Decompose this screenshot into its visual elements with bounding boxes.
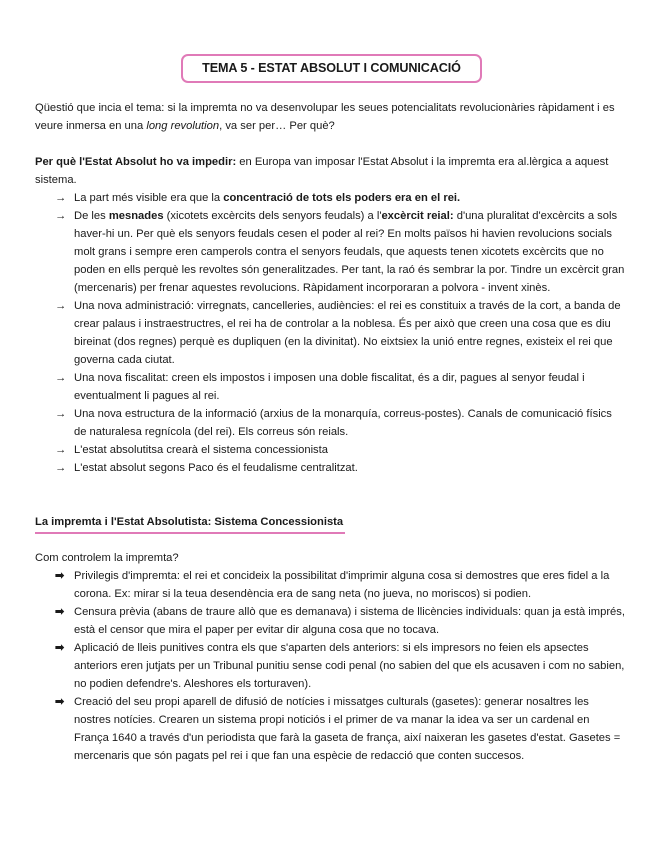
section-heading: La impremta i l'Estat Absolutista: Sistema Concessionista — [35, 516, 344, 528]
arrow-right-icon: ➡ — [55, 642, 65, 654]
item-bold: excèrcit reial: — [381, 210, 454, 222]
item-text: Privilegis d'impremta: el rei et concideix la possibilitat d'imprimir alguna cosa si demostres que eres fidel a la corona. Ex: mirar si la teua desendència era de sang neta (no jueva, no moriscos) si podien. — [74, 570, 610, 600]
arrow-right-icon: ➡ — [55, 570, 65, 582]
item-text: Censura prèvia (abans de traure allò que es demanava) i sistema de llicències individuals: quan ja està imprés, està el censor que mira el paper per evitar dir alguna cosa que no tocava. — [74, 606, 625, 636]
item-text: Una nova fiscalitat: creen els impostos i imposen una doble fiscalitat, és a dir, pagues al senyor feudal i eventualment li pagues al rei. — [74, 372, 585, 402]
arrow-icon: → — [55, 408, 67, 420]
list-item — [55, 603, 627, 639]
arrow-icon: → — [55, 444, 67, 456]
page-title: TEMA 5 - ESTAT ABSOLUT I COMUNICACIÓ — [181, 54, 482, 83]
item-text: Una nova administració: virregnats, cancelleries, audiències: el rei es constituix a través de la cort, a banda de crear palaus i instraestructres, el rei ha de controlar a la noblesa. És per això que creen una cosa que es diu bireinat (dos regnes) perquè es dupliquen (en la divinitat). No eixtsiex la unió entre regnes, existeix el rei que governa cada ciutat. — [74, 300, 621, 366]
arrow-icon: → — [55, 462, 67, 474]
item-text: Creació del seu propi aparell de difusió de notícies i missatges culturals (gasetes): generar nosaltres les nostres notícies. Crearen un sistema propi noticiós i el primer de va manar la idea va ser un cardenal en França 1640 a través d'un periodista que farà la gaseta de frança, així naixeran les gasetes d'estat. Gasetes = mercenaris que són pagats pel rei i que fan una espècie de redacció que conten succesos. — [74, 696, 621, 762]
list-item — [55, 297, 627, 369]
list-absolutism — [55, 189, 627, 477]
list-item — [55, 369, 627, 405]
list-item — [55, 405, 627, 441]
item-text: L'estat absolutitsa crearà el sistema concessionista — [74, 444, 328, 456]
arrow-right-icon: ➡ — [55, 606, 65, 618]
list-item — [55, 459, 627, 477]
list-item — [55, 207, 627, 297]
item-text: Aplicació de lleis punitives contra els que s'aparten dels anteriors: si els impresors no feien els apsectes anteriors eren jutjats per un Tribunal punitiu sense codi penal (no sabien del que els acusaven i com no sabien, no podien defendre's. Aleshores els torturaven). — [74, 642, 625, 690]
item-text: d'una pluralitat d'excèrcits a sols haver-hi un. Per què els senyors feudals cesen el poder al rei? En molts països hi havien revolucions socials molt grans i sempre eren camperols contra el senyors feudals, que aquests tenen xicotets excèrcits que no poden en ells perquè les revoltes són generalitzades. Per tant, la raó és sembrar la por. Tindre un excèrcit gran (mercenaris) per frenar aquestes revolucions. Ràpidament incorporaran a polvora - invent xinès. — [74, 210, 625, 294]
arrow-icon: → — [55, 372, 67, 384]
list-item — [55, 441, 627, 459]
list-item — [55, 189, 627, 207]
item-text: De les — [74, 210, 109, 222]
arrow-icon: → — [55, 210, 67, 222]
list-control — [55, 567, 627, 765]
why-bold: Per què l'Estat Absolut ho va impedir: — [35, 156, 237, 168]
item-text: (xicotets excèrcits dels senyors feudals) a l' — [163, 210, 382, 222]
intro-italic: long revolution — [146, 120, 220, 132]
arrow-icon: → — [55, 300, 67, 312]
question-text: Com controlem la impremta? — [35, 552, 179, 564]
why-text: en Europa van imposar l'Estat Absolut i la impremta era al.lèrgica a aquest sistema. — [35, 156, 609, 186]
section-underline — [35, 532, 345, 534]
intro-text-end: , va ser per… Per què? — [219, 120, 335, 132]
intro-paragraph — [35, 99, 627, 135]
list-item — [55, 693, 627, 765]
list-item — [55, 567, 627, 603]
list-item — [55, 639, 627, 693]
item-text: L'estat absolut segons Paco és el feudalisme centralitzat. — [74, 462, 358, 474]
arrow-icon: → — [55, 192, 67, 204]
item-text: Una nova estructura de la informació (arxius de la monarquía, correus-postes). Canals de comunicació físics de naturalesa regnícola (del rei). Els correus són reials. — [74, 408, 612, 438]
item-bold: mesnades — [108, 210, 164, 222]
arrow-right-icon: ➡ — [55, 696, 65, 708]
item-bold: concentració de tots els poders era en el rei. — [223, 192, 461, 204]
why-paragraph — [35, 153, 627, 189]
intro-text: Qüestió que incia el tema: si la impremta no va desenvolupar les seues potencialitats revolucionàries ràpidament i es veure inmersa en una — [35, 102, 615, 132]
item-text: La part més visible era que la — [74, 192, 224, 204]
